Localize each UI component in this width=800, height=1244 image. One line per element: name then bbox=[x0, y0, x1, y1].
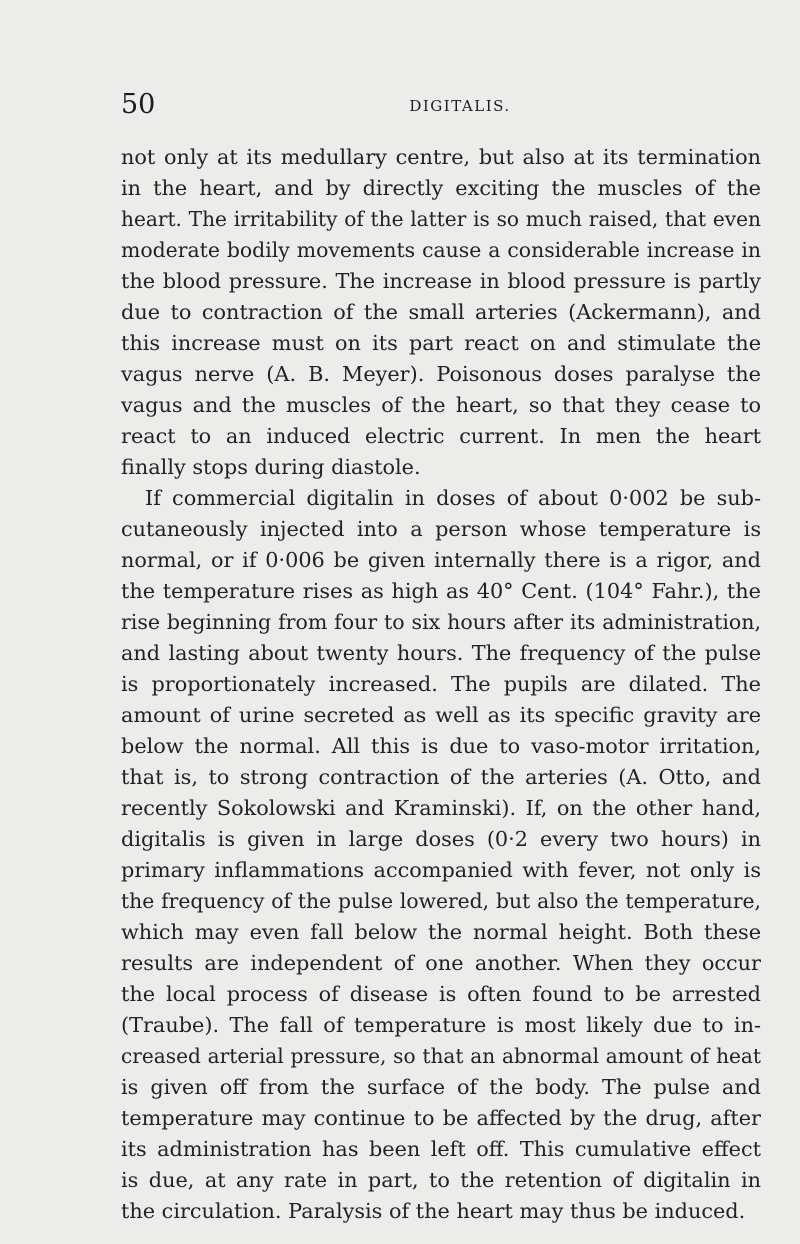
running-title: DIGITALIS. bbox=[409, 97, 511, 115]
text-line: the local process of disease is often found to be arrested bbox=[121, 982, 761, 1006]
text-line: heart. The irritability of the latter is so much raised, that even bbox=[121, 207, 761, 231]
text-line: (Traube). The fall of temperature is most likely due to in- bbox=[121, 1013, 761, 1037]
text-line: that is, to strong contraction of the arteries (A. Otto, and bbox=[121, 765, 761, 789]
text-line: is given off from the surface of the body. The pulse and bbox=[121, 1075, 761, 1099]
text-line: normal, or if 0·006 be given internally there is a rigor, and bbox=[121, 548, 761, 572]
text-line: react to an induced electric current. In men the heart bbox=[121, 424, 761, 448]
text-line: vagus nerve (A. B. Meyer). Poisonous doses paralyse the bbox=[121, 362, 761, 386]
text-line: moderate bodily movements cause a considerable increase in bbox=[121, 238, 761, 262]
text-line: which may even fall below the normal height. Both these bbox=[121, 920, 761, 944]
text-line: the temperature rises as high as 40° Cent. (104° Fahr.), the bbox=[121, 579, 761, 603]
page-number: 50 bbox=[121, 89, 156, 120]
page-header bbox=[121, 88, 761, 122]
text-line: rise beginning from four to six hours after its administration, bbox=[121, 610, 761, 634]
text-line: creased arterial pressure, so that an abnormal amount of heat bbox=[121, 1044, 761, 1068]
text-line: and lasting about twenty hours. The frequency of the pulse bbox=[121, 641, 761, 665]
text-line: is proportionately increased. The pupils are dilated. The bbox=[121, 672, 761, 696]
body-text bbox=[121, 142, 761, 1227]
text-line: due to contraction of the small arteries (Ackermann), and bbox=[121, 300, 761, 324]
text-line: recently Sokolowski and Kraminski). If, on the other hand, bbox=[121, 796, 761, 820]
text-line: is due, at any rate in part, to the retention of digitalin in bbox=[121, 1168, 761, 1192]
text-line: cutaneously injected into a person whose temperature is bbox=[121, 517, 761, 541]
text-line: amount of urine secreted as well as its specific gravity are bbox=[121, 703, 761, 727]
text-line: in the heart, and by directly exciting the muscles of the bbox=[121, 176, 761, 200]
text-line: the circulation. Paralysis of the heart may thus be induced. bbox=[121, 1199, 746, 1223]
text-line: primary inflammations accompanied with fever, not only is bbox=[121, 858, 761, 882]
text-line: results are independent of one another. When they occur bbox=[121, 951, 761, 975]
paragraph-start-line: If commercial digitalin in doses of about 0·002 be sub- bbox=[145, 486, 761, 510]
text-line: temperature may continue to be affected by the drug, after bbox=[121, 1106, 761, 1130]
text-line: this increase must on its part react on and stimulate the bbox=[121, 331, 761, 355]
text-line: its administration has been left off. This cumulative effect bbox=[121, 1137, 761, 1161]
text-line: digitalis is given in large doses (0·2 every two hours) in bbox=[121, 827, 761, 851]
text-line: below the normal. All this is due to vaso-motor irritation, bbox=[121, 734, 761, 758]
text-line: finally stops during diastole. bbox=[121, 455, 421, 479]
text-line: vagus and the muscles of the heart, so that they cease to bbox=[121, 393, 761, 417]
text-line: the frequency of the pulse lowered, but also the temperature, bbox=[121, 889, 761, 913]
text-line: not only at its medullary centre, but also at its termination bbox=[121, 145, 761, 169]
text-line: the blood pressure. The increase in blood pressure is partly bbox=[121, 269, 761, 293]
